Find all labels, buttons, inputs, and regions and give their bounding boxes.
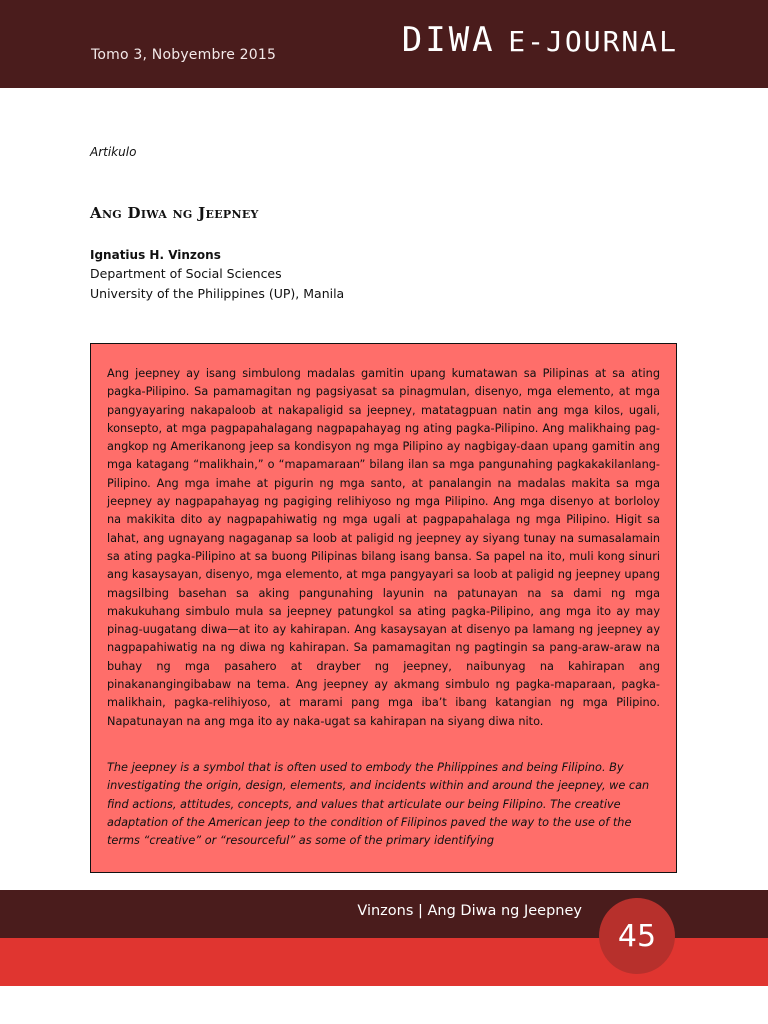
author-university: University of the Philippines (UP), Manila <box>90 286 345 301</box>
journal-name <box>402 20 678 60</box>
abstract-box <box>90 343 677 873</box>
article-title: Ang Diwa ng Jeepney <box>90 204 259 222</box>
author-department: Department of Social Sciences <box>90 266 282 281</box>
issue-info: Tomo 3, Nobyembre 2015 <box>91 47 277 63</box>
author-name: Ignatius H. Vinzons <box>90 248 221 262</box>
abstract-filipino: Ang jeepney ay isang simbulong madalas gamitin upang kumatawan sa Pilipinas at sa ating pagka-Pilipino. Sa pamamagitan ng pagsiyasat sa pinagmulan, disenyo, mga elemento, at mga pangyayaring nakapaloob at nakapaligid sa jeepney, matatagpuan natin ang mga kilos, ugali, konsepto, at mga pagpapahalagang nagpapahayag ng ating pagka-Pilipino. Ang malikhaing pag-angkop ng Amerikanong jeep sa kondisyon ng mga Pilipino ay nagbigay-daan upang gamitin ang mga katagang “malikhain,” o “mapamaraan” bilang ilan sa mga pangunahing pagkakakilanlang-Pilipino. Ang mga imahe at pigurin ng mga santo, at panalangin na madalas makita sa mga jeepney ay nagpapahayag ng pagiging relihiyoso ng mga Pilipino. Ang mga disenyo at borloloy na makikita dito ay nagpapahiwatig ng mga ugali at pagpapahalaga ng mga Pilipino. Higit sa lahat, ang ugnayang nagaganap sa loob at paligid ng jeepney ay siyang tunay na sumasalamain sa ating pagka-Pilipino at sa buong Pilipinas bilang isang bansa. Sa papel na ito, muli kong sinuri ang kasaysayan, disenyo, mga elemento, at mga pangyayari sa loob at paligid ng jeepney upang magsilbing basehan sa aking pangunahing layunin na patunayan na sa dami ng mga makukuhang simbulo mula sa jeepney patungkol sa ating pagka-Pilipino, ang mga ito ay may pinag-uugatang diwa—at ito ay kahirapan. Ang kasaysayan at disenyo pa lamang ng jeepney ay nagpapahiwatig na ng diwa ng kahirapan. Sa pamamagitan ng pagtingin sa pang-araw-araw na buhay ng mga pasahero at drayber ng jeepney, naibunyag na kahirapan ang pinakanangingibabaw na tema. Ang jeepney ay akmang simbulo ng pagka-maparaan, pagka-malikhain, pagka-relihiyoso, at marami pang mga iba’t ibang katangian ng mga Pilipino. Napatunayan na ang mga ito ay naka-ugat sa kahirapan na siyang diwa nito. <box>107 367 660 728</box>
abstract-english: The jeepney is a symbol that is often used to embody the Philippines and being Filipino. By investigating the origin, design, elements, and incidents within and around the jeepney, we can find actions, attitudes, concepts, and values that articulate our being Filipino. The creative adaptation of the American jeep to the condition of Filipinos paved the way to the use of the terms “creative” or “resourceful” as some of the primary identifying <box>107 760 650 848</box>
running-title: Vinzons | Ang Diwa ng Jeepney <box>357 903 582 919</box>
journal-name-main: DIWA <box>401 20 496 60</box>
journal-name-sub: E-JOURNAL <box>508 25 678 58</box>
page-number: 45 <box>599 898 675 974</box>
section-label: Artikulo <box>90 145 137 159</box>
